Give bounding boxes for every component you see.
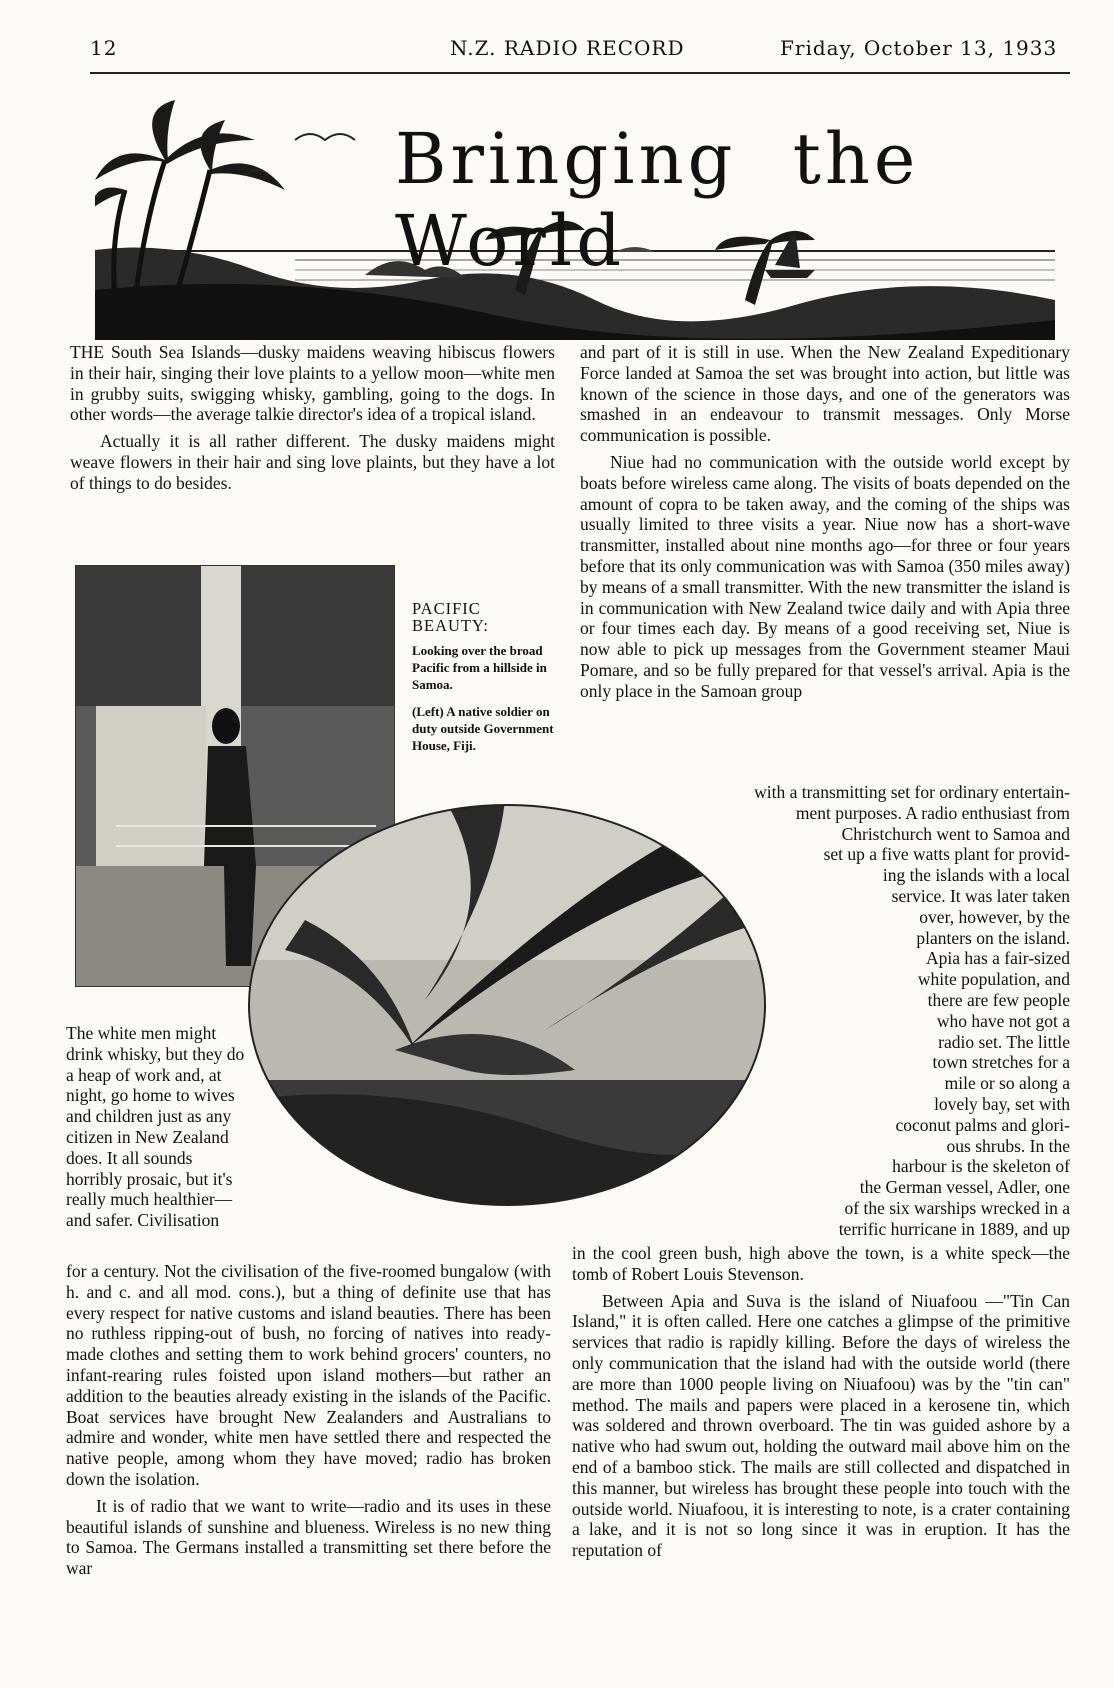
left-column-intro xyxy=(70,342,555,494)
wrap-line: service. It was later taken xyxy=(891,885,1070,906)
header-rule xyxy=(90,72,1070,74)
right-paragraph-1: and part of it is still in use. When the New Zealand Expeditionary Force landed at Samoa the set was brought into action, but little was known of the science in those days, and one of the generators was smashed in an endeavour to transmit messages. Only Morse communication is possible. xyxy=(580,342,1070,446)
right-column-top xyxy=(580,342,1070,702)
caption-fiji: (Left) A native soldier on duty outside Government House, Fiji. xyxy=(412,704,554,753)
right-wrap-block xyxy=(560,782,1070,1240)
article-title: Bringing the World xyxy=(395,118,920,282)
page-header xyxy=(90,30,1070,64)
wrap-line: there are few people xyxy=(927,989,1070,1010)
issue-date: Friday, October 13, 1933 xyxy=(780,36,1058,60)
right-bottom-paragraph: in the cool green bush, high above the town, is a white speck—the tomb of Robert Louis Stevenson. xyxy=(572,1243,1070,1284)
wrap-line: of the six warships wrecked in a xyxy=(844,1197,1070,1218)
publication-name: N.Z. RADIO RECORD xyxy=(450,36,685,60)
wrap-text: The white men might drink whisky, but they do a heap of work and, at night, go home to wives and children just as any citizen in New Zealand does. It all sounds horribly prosaic, but it's really much healthier—and safer. Civilisation xyxy=(66,1023,245,1231)
wrap-line: the German vessel, Adler, one xyxy=(859,1177,1070,1198)
right-column-bottom xyxy=(572,1243,1070,1561)
left-bottom-paragraph-2: It is of radio that we want to write—radio and its uses in these beautiful islands of sunshine and blueness. Wireless is no new thing to Samoa. The Germans installed a transmitting set there before the war xyxy=(66,1495,551,1579)
wrap-line: ment purposes. A radio enthusiast from xyxy=(795,802,1070,823)
wrap-line: mile or so along a xyxy=(944,1073,1070,1094)
wrap-line: harbour is the skeleton of xyxy=(892,1156,1070,1177)
wrap-line: with a transmitting set for ordinary entertain- xyxy=(754,782,1070,802)
left-bottom-paragraph: for a century. Not the civilisation of the five-roomed bungalow (with h. and c. and all mod. cons.), but a thing of definite use that has every respect for native customs and island beauties. There has been no ruthless ripping-out of bush, no forcing of natives into ready-made clothes and setting them to work behind grocers' counters, no infant-rearing rules foisted upon island mothers—but rather an addition to the beauties already existing in the islands of the Pacific. Boat services have brought New Zealanders and Australians to admire and wonder, white men have settled there and respected the native people, among whom they have moved; radio has broken down the isolation. xyxy=(66,1261,551,1489)
left-column-bottom xyxy=(66,1261,551,1579)
wrap-line: Apia has a fair-sized xyxy=(926,948,1070,969)
wrap-line: lovely bay, set with xyxy=(934,1093,1070,1114)
photo-caption xyxy=(412,600,557,754)
wrap-line: Christchurch went to Samoa and xyxy=(841,823,1070,844)
intro-paragraph-2: Actually it is all rather different. The dusky maidens might weave flowers in their hair and sing love plaints, but they have a lot of things to do besides. xyxy=(70,431,555,493)
wrap-line: who have not got a xyxy=(936,1010,1070,1031)
wrap-line: terrific hurricane in 1889, and up xyxy=(838,1218,1070,1239)
wrap-line: set up a five watts plant for provid- xyxy=(823,844,1070,865)
caption-title: PACIFIC BEAUTY: xyxy=(412,599,489,635)
right-paragraph-2: Niue had no communication with the outside world except by boats before wireless came along. The visits of boats depended on the amount of copra to be taken away, and the coming of the ships was usually limited to three visits a year. Niue now has a short-wave transmitter, installed about nine months ago—for three or four years before that its only communication was with Samoa (350 miles away) by means of a small transmitter. With the new transmitter the island is in communication with New Zealand twice daily and with Apia three or four times each day. By means of a good receiving set, Niue is now able to pick up messages from the Government steamer Maui Pomare, and so be fully prepared for that vessel's arrival. Apia is the only place in the Samoan group xyxy=(580,451,1070,701)
wrap-line: radio set. The little xyxy=(938,1031,1070,1052)
right-bottom-paragraph-2: Between Apia and Suva is the island of Niuafoou —"Tin Can Island," it is often called. Here one catches a glimpse of the primitive services that radio is rapidly killing. Before the days of wireless the only communication that the island had with the outside world (there are more than 1000 people living on Niuafoou) was by the "tin can" method. The mails and papers were placed in a kerosene tin, which was soldered and thrown overboard. The tin was guided ashore by a native who had swum out, holding the outward mail above him on the end of a bamboo stick. The mails are still collected and dispatched in this manner, but wireless has brought these people into touch with the outside world. Niuafoou, it is interesting to note, is a crater containing a lake, and it is not so long since it was in eruption. It has the reputation of xyxy=(572,1290,1070,1561)
wrap-line: over, however, by the xyxy=(919,906,1070,927)
wrap-line: ing the islands with a local xyxy=(882,865,1070,886)
wrap-line: white population, and xyxy=(917,969,1070,990)
wrap-text-block xyxy=(66,1023,246,1231)
page-number: 12 xyxy=(90,36,118,60)
caption-samoa: Looking over the broad Pacific from a hillside in Samoa. xyxy=(412,643,547,692)
wrap-line: coconut palms and glori- xyxy=(895,1114,1070,1135)
wrap-line: planters on the island. xyxy=(916,927,1070,948)
wrap-line: ous shrubs. In the xyxy=(946,1135,1070,1156)
intro-paragraph: THE South Sea Islands—dusky maidens weaving hibiscus flowers in their hair, singing their love plaints to a yellow moon—white men in grubby suits, swigging whisky, gambling, going to the dogs. In other words—the average talkie director's idea of a tropical island. xyxy=(70,342,555,425)
wrap-line: town stretches for a xyxy=(932,1052,1070,1073)
